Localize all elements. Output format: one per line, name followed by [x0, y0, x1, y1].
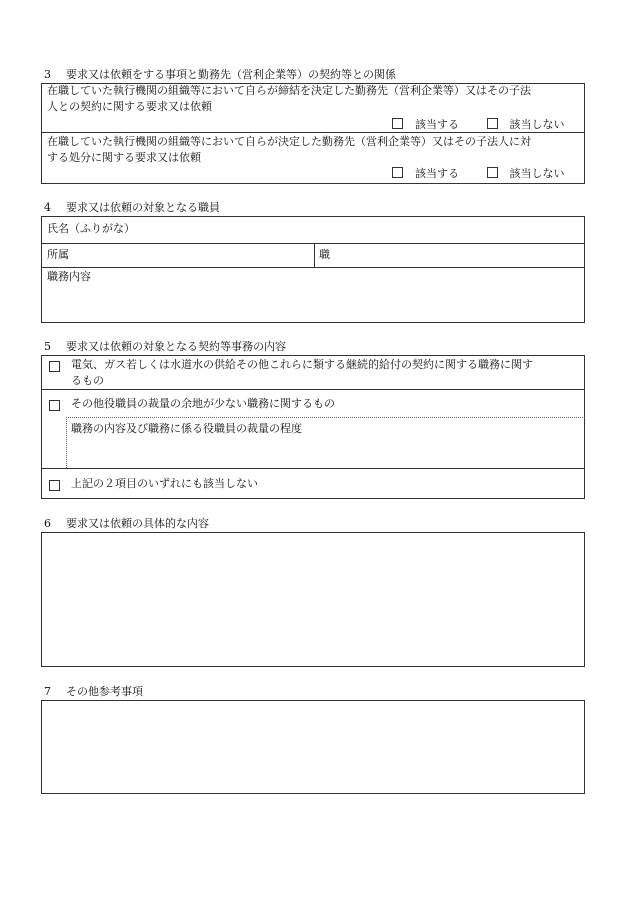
section5-detail-divider	[66, 417, 585, 418]
duties-label: 職務内容	[47, 270, 91, 283]
section7-content-box[interactable]	[41, 700, 585, 794]
section3-row2-text-line2: する処分に関する要求又は依頼	[47, 151, 201, 164]
section5-detail-left-border	[66, 417, 67, 468]
section5-option2-detail-label: 職務の内容及び職務に係る役職員の裁量の程度	[71, 422, 302, 435]
section7-number: 7	[44, 685, 51, 698]
section5-divider-1	[41, 389, 585, 390]
section5-heading	[44, 340, 286, 354]
section6-content-box[interactable]	[41, 532, 585, 667]
section4-divider-2	[41, 267, 585, 268]
section5-option2-label: その他役職員の裁量の余地が少ない職務に関するもの	[71, 397, 335, 410]
section6-title: 要求又は依頼の具体的な内容	[66, 517, 209, 530]
name-label: 氏名（ふりがな）	[47, 222, 135, 235]
section6-number: 6	[44, 517, 51, 530]
section6-heading	[44, 517, 209, 531]
checkbox[interactable]	[49, 480, 60, 491]
section5-title: 要求又は依頼の対象となる契約等事務の内容	[66, 340, 286, 353]
checkbox[interactable]	[49, 400, 60, 411]
section3-row1-options	[392, 118, 565, 132]
section5-divider-2	[41, 468, 585, 469]
checkbox[interactable]	[49, 361, 60, 372]
position-label: 職	[319, 248, 330, 261]
section3-heading	[44, 68, 396, 82]
checkbox[interactable]	[487, 167, 498, 178]
section3-row1-option-yes[interactable]: 該当する	[392, 118, 459, 132]
section4-number: 4	[44, 201, 51, 214]
section4-col-divider	[314, 243, 315, 267]
checkbox[interactable]	[487, 118, 498, 129]
checkbox[interactable]	[392, 167, 403, 178]
section7-title: その他参考事項	[66, 685, 143, 698]
section3-row1-text-line1: 在職していた執行機関の組織等において自らが締結を決定した勤務先（営利企業等）又はその子法	[47, 84, 531, 97]
section3-row1-text-line2: 人との契約に関する要求又は依頼	[47, 100, 212, 113]
section3-row2-options	[392, 167, 565, 181]
checkbox[interactable]	[392, 118, 403, 129]
affiliation-label: 所属	[47, 248, 69, 261]
section4-divider-1	[41, 243, 585, 244]
section5-number: 5	[44, 340, 51, 353]
section5-option1-line1: 電気、ガス若しくは水道水の供給その他これらに類する継続的給付の契約に関する職務に関す	[71, 358, 533, 371]
section4-title: 要求又は依頼の対象となる職員	[66, 201, 220, 214]
section3-row2-option-no[interactable]: 該当しない	[487, 167, 565, 181]
section3-row2-option-yes[interactable]: 該当する	[392, 167, 459, 181]
section3-row-divider	[41, 132, 585, 133]
section3-number: 3	[44, 68, 51, 81]
section3-row2-text-line1: 在職していた執行機関の組織等において自らが決定した勤務先（営利企業等）又はその子法人に対	[47, 135, 531, 148]
section5-option3-label: 上記の２項目のいずれにも該当しない	[71, 477, 258, 490]
section3-row1-option-no[interactable]: 該当しない	[487, 118, 565, 132]
section4-heading	[44, 201, 220, 215]
section5-option1-line2: るもの	[71, 374, 104, 387]
section7-heading	[44, 685, 143, 699]
section3-title: 要求又は依頼をする事項と勤務先（営利企業等）の契約等との関係	[66, 68, 396, 81]
